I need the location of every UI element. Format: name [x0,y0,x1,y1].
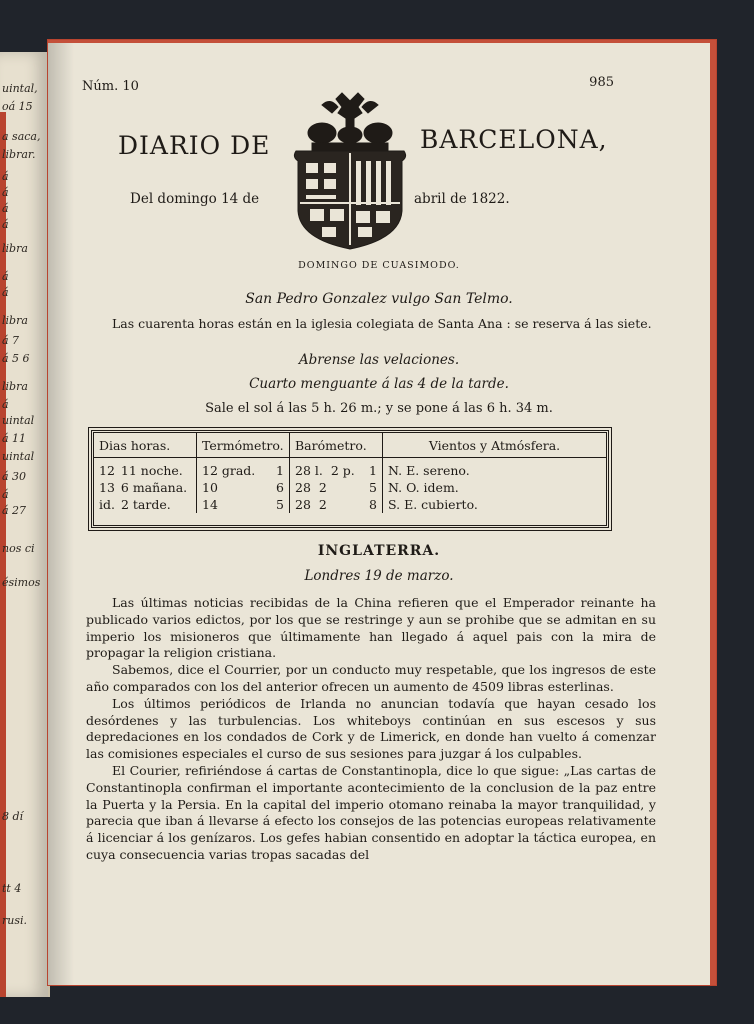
forty-hours-notice: Las cuarenta horas están en la iglesia colegiata de Santa Ana : se reserva á las siete. [112,316,652,331]
paragraph: Sabemos, dice el Courrier, por un conducto muy respetable, que los ingresos de este año comparados con los del anterior ofrecen un aumento de 4509 libras esterlinas. [86,662,656,694]
day-hour-cell [94,479,197,496]
left-facing-page [0,52,50,997]
left-page-fragment: á [2,398,9,411]
left-page-fragment: á [2,286,9,299]
day: id. [99,497,115,512]
left-page-fragment: á [2,170,9,183]
barometer-reading-2: 2 [318,480,327,495]
weather-row [94,479,606,496]
day-hour-cell [94,496,197,513]
left-page-fragment: libra [2,242,28,255]
left-page-fragment: oá 15 [2,100,33,113]
left-page-fragment: á 5 6 [2,352,30,365]
left-page-fragment: á 7 [2,334,20,347]
barometer-reading-2: 2 p. [330,463,355,478]
thermometer-degrees: 10 [202,480,218,495]
paragraph: Los últimos periódicos de Irlanda no anuncian todavía que hayan cesado los desórdenes y las turbulencias. Los whiteboys continúan en sus escesos y sus depredaciones en los condados de Cork y de Limerick, en donde han vuelto á comenzar las comisiones especiales el curso de sus sesiones para juzgar á los culpables. [86,695,656,762]
thermometer-fraction: 1 [276,463,284,478]
left-page-fragment: á [2,488,9,501]
title-right: BARCELONA, [420,125,608,154]
date-left: Del domingo 14 de [130,191,260,207]
header-winds: Vientos y Atmósfera. [383,433,607,458]
paragraph: El Courier, refiriéndose á cartas de Constantinopla, dice lo que sigue: „Las cartas de Constantinopla confirman el importante acontecimiento de la conclusion de la paz entre la Puerta y la Persia. En la capital del imperio otomano reinaba la mayor tranquilidad, y parecia que iban á llevarse á efecto los consejos de las potencias europeas relativamente á licenciar á los genízaros. Los gefes habian consentido en adoptar la táctica europea, en cuya consecuencia varias tropas sacadas del [86,762,656,862]
thermometer-degrees: 14 [202,497,218,512]
barometer-cell [290,479,383,496]
thermometer-cell [197,458,290,480]
left-page-fragment: uintal [2,450,35,463]
header-thermometer: Termómetro. [197,433,290,458]
left-page-fragment: tt 4 [2,882,22,895]
date-right: abril de 1822. [414,191,510,207]
left-page-fragment: á [2,270,9,283]
hour: 2 tarde. [120,497,171,512]
barometer-reading-2: 2 [318,497,327,512]
weather-table [91,430,609,528]
left-page-fragment: nos ci [2,542,35,555]
barometer-cell [290,496,383,513]
article-body [86,595,656,864]
thermometer-fraction: 6 [276,480,284,495]
barometer-cell [290,458,383,480]
header-days-hours: Dias horas. [94,433,197,458]
left-page-fragment: á [2,202,9,215]
saint-of-day: San Pedro Gonzalez vulgo San Telmo. [245,291,513,307]
header-barometer: Barómetro. [290,433,383,458]
left-page-fragment: á 27 [2,504,27,517]
paragraph: Las últimas noticias recibidas de la China refieren que el Emperador reinante ha publicado varios edictos, por los que se restringe y aun se prohibe que se admitan en su imperio los misioneros que últimamente han llegado á aquel pais con la mira de propagar la religion cristiana. [86,595,656,661]
wind-cell: N. E. sereno. [388,463,470,478]
day: 13 [99,480,115,495]
left-page-fragment: libra [2,314,28,327]
barometer-reading-1: 28 l. [295,463,323,478]
moon-phase: Cuarto menguante á las 4 de la tarde. [249,376,509,392]
left-page-fragment: 8 dí [2,810,24,823]
weather-row [94,458,606,480]
left-page-fragment: libra [2,380,28,393]
weather-row [94,496,606,513]
left-page-fragment: á [2,218,9,231]
hour: 6 mañana. [120,480,188,495]
wind-cell: N. O. idem. [388,480,459,495]
left-page-fragment: á 30 [2,470,27,483]
barometer-reading-3: 1 [369,463,377,478]
left-page-fragment: ésimos [2,576,41,589]
left-page-fragment: uintal [2,414,35,427]
left-page-fragment: á [2,186,9,199]
thermometer-fraction: 5 [276,497,284,512]
thermometer-cell [197,479,290,496]
day: 12 [99,463,115,478]
hour: 11 noche. [120,463,183,478]
sunrise-sunset: Sale el sol á las 5 h. 26 m.; y se pone á las 6 h. 34 m. [205,401,553,416]
left-page-fragment: uintal, [2,82,38,95]
wind-cell: S. E. cubierto. [388,497,478,512]
barometer-reading-3: 5 [369,480,377,495]
section-heading: INGLATERRA. [317,543,441,559]
thermometer-cell [197,496,290,513]
barometer-reading-1: 28 [295,497,311,512]
left-page-fragment: á 11 [2,432,27,445]
page-number: 985 [589,75,614,90]
thermometer-degrees: 12 grad. [202,463,256,478]
newspaper-page [48,40,716,985]
day-hour-cell [94,458,197,480]
title-left: DIARIO DE [118,131,271,160]
velaciones-notice: Abrense las velaciones. [298,352,460,368]
article-dateline: Londres 19 de marzo. [304,568,454,584]
left-page-fragment: a saca, [2,130,41,143]
liturgical-day: DOMINGO DE CUASIMODO. [298,260,460,271]
barometer-reading-1: 28 [295,480,311,495]
issue-number: Núm. 10 [82,79,139,94]
left-page-fragment: rusi. [2,914,28,927]
left-page-fragment: librar. [2,148,36,161]
barometer-reading-3: 8 [369,497,377,512]
barcelona-coat-of-arms-icon [292,91,408,251]
